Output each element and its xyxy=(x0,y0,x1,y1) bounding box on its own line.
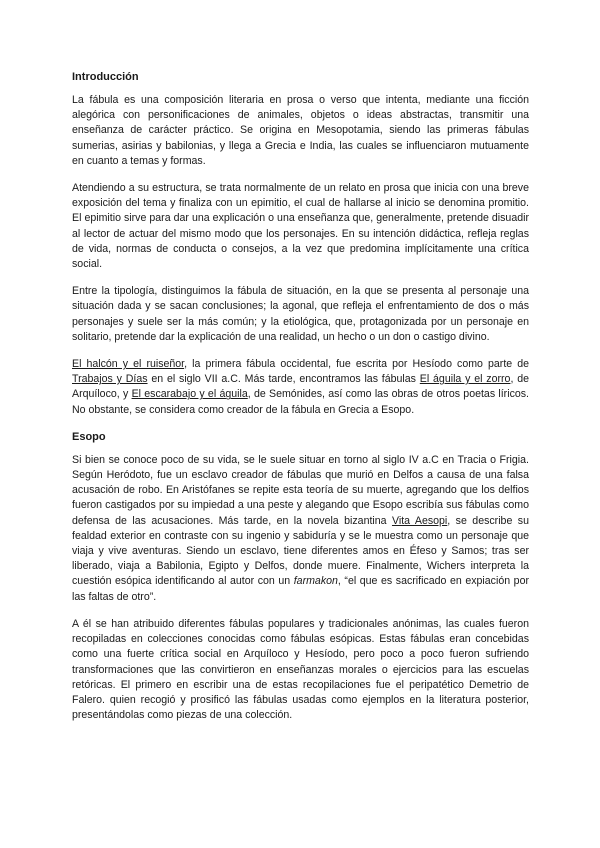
text-span: en el siglo VII a.C. Más tarde, encontramos las fábulas xyxy=(147,373,420,386)
heading-introduccion: Introducción xyxy=(72,71,139,83)
paragraph-origins xyxy=(72,357,529,418)
term-farmakon: farmakon xyxy=(293,575,338,588)
text-span: , de Semónides, así como las obras de otros poetas líricos. No obstante, se considera como creador de la fábula en Grecia a Esopo. xyxy=(72,388,529,416)
paragraph-structure: Atendiendo a su estructura, se trata normalmente de un relato en prosa que inicia con una breve exposición del tema y finaliza con un epimitio, el cual de hallarse al inicio se denomina promitio. El epimitio sirve para dar una explicación o una enseñanza que, generalmente, pretende disuadir al lector de actuar del mismo modo que los personajes. En su intención didáctica, refleja reglas de vida, normas de conducta o consejos, a la vez que predomina implícitamente una crítica social. xyxy=(72,182,529,271)
link-vita-aesopi[interactable]: Vita Aesopi xyxy=(391,514,448,527)
link-escarabajo-aguila[interactable]: El escarabajo y el águila xyxy=(131,388,248,401)
text-span: , de Arquíloco, y xyxy=(72,373,529,401)
link-aguila-zorro[interactable]: El águila y el zorro xyxy=(419,373,511,386)
link-halcon-ruisenor[interactable]: El halcón y el ruiseñor xyxy=(72,358,185,371)
paragraph-definition: La fábula es una composición literaria en prosa o verso que intenta, mediante una ficción alegórica con personificaciones de animales, objetos o ideas abstractas, transmitir una enseñanza de carácter práctico. Se origina en Mesopotamia, siendo las primeras fábulas sumerias, asirias y babilonias, y llega a Grecia e India, las cuales se influenciaron mutuamente en cuanto a temas y formas. xyxy=(72,94,529,167)
text-span: Si bien se conoce poco de su vida, se le suele situar en torno al siglo IV a.C en Tracia o Frigia. Según Heródoto, fue un esclavo creador de fábulas que murió en Delfos a causa de una falsa acusación de robo. En Aristófanes se repite esta teoría de su muerte, agregando que los delfios fueron castigados por su impiedad a una peste y alegando que Esopo escribía sus fábulas como defensa de las acusaciones. Más tarde, en la novela bizantina xyxy=(72,453,529,527)
paragraph-esopo-fables: A él se han atribuido diferentes fábulas populares y tradicionales anónimas, las cuales fueron recopiladas en colecciones conocidas como fábulas esópicas. Estas fábulas eran concebidas como una fuerte crítica social en Arquíloco y Hesíodo, pero poco a poco fueron sufriendo transformaciones que las convirtieron en enseñanzas morales o ejercicios para las escuelas retóricas. El primero en escribir una de estas recopilaciones fue el peripatético Demetrio de Falero. quien recogió y prosificó las fábulas usadas como ejemplos en la literatura posterior, presentándolas como piezas de una colección. xyxy=(72,617,529,722)
text-span: , se describe su fealdad exterior en contraste con su ingenio y sabiduría y se le muestra como un personaje que viaja y vive aventuras. Siendo un esclavo, tiene diferentes amos en Éfeso y Samos; tras ser liberado, viaja a Babilonia, Egipto y Delfos, donde muere. Finalmente, Wichers interpreta la cuestión esópica identificando al autor con un xyxy=(72,514,529,588)
heading-esopo: Esopo xyxy=(72,430,106,443)
link-trabajos-dias[interactable]: Trabajos y Días xyxy=(72,373,148,386)
paragraph-typology: Entre la tipología, distinguimos la fábula de situación, en la que se presenta al personaje una situación dada y se sacan conclusiones; la agonal, que refleja el enfrentamiento de dos o más personajes y suele ser la más común; y la etiológica, que, protagonizada por un personaje en solitario, pretende dar la explicación de una realidad, un hecho o un don o castigo divino. xyxy=(72,285,529,343)
text-span: , la primera fábula occidental, fue escrita por Hesíodo como parte de xyxy=(184,358,529,371)
paragraph-esopo-life xyxy=(72,453,529,605)
text-span: , “el que es sacrificado en expiación por las faltas de otro”. xyxy=(72,575,529,603)
